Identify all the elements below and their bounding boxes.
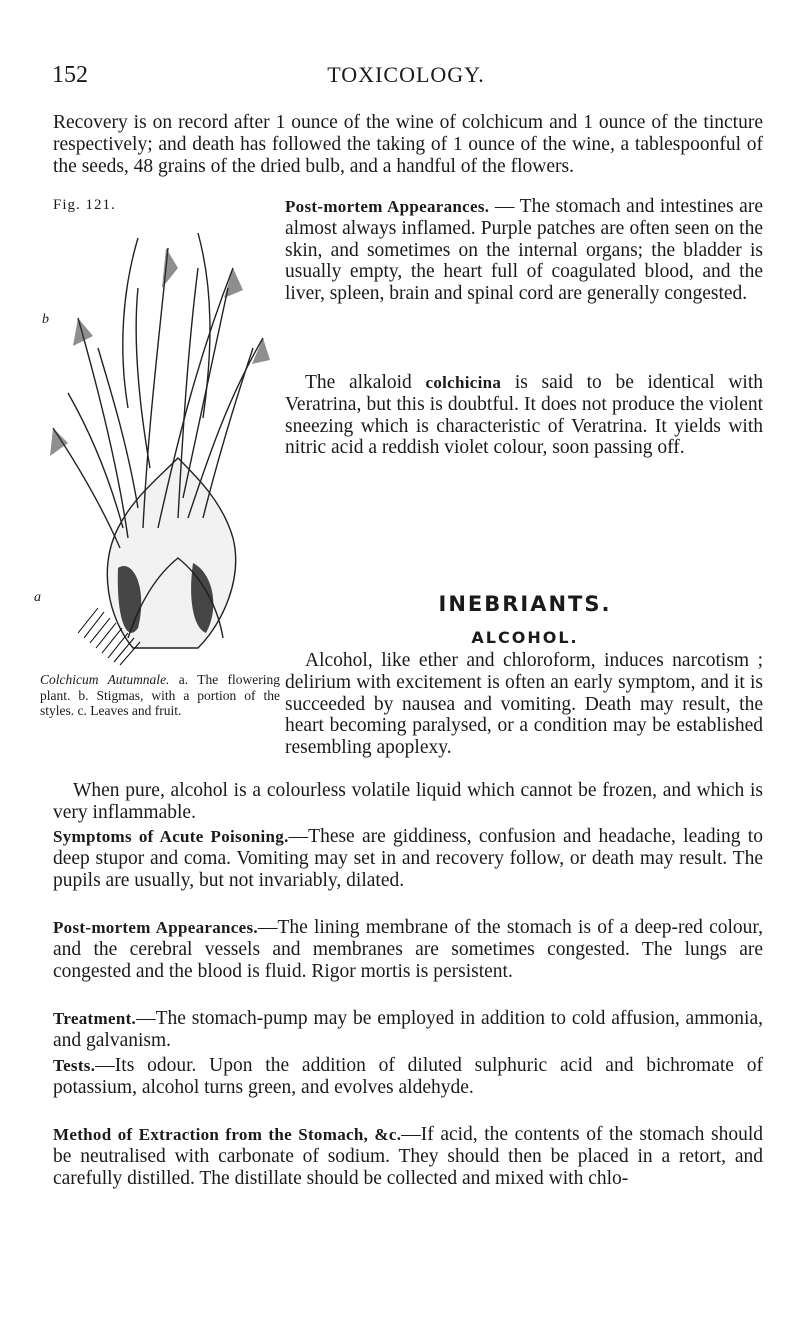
- pure-alcohol-paragraph: When pure, alcohol is a colourless volatile liquid which cannot be frozen, and which is very inflammable.: [53, 780, 763, 823]
- symptoms-heading: Symptoms of Acute Poisoning.: [53, 827, 289, 846]
- treatment-paragraph: [53, 1008, 763, 1052]
- subsection-heading-alcohol: ALCOHOL.: [471, 628, 579, 647]
- intro-paragraph: Recovery is on record after 1 ounce of the wine of colchicum and 1 ounce of the tincture respectively; and death has followed the taking of 1 ounce of the wine, a tablespoonful of the seeds, 48 grains of the dried bulb, and a handful of the flowers.: [53, 112, 763, 177]
- post-mortem-alcohol-paragraph: [53, 917, 763, 982]
- extraction-heading: Method of Extraction from the Stomach, &c.: [53, 1125, 402, 1144]
- running-head: TOXICOLOGY.: [327, 62, 485, 87]
- post-mortem-alcohol-heading: Post-mortem Appearances.: [53, 918, 258, 937]
- post-mortem-colchicum: [285, 196, 763, 305]
- tests-text: —Its odour. Upon the addition of diluted sulphuric acid and bichromate of potassium, alcohol turns green, and evolves aldehyde.: [53, 1055, 763, 1098]
- caption-text: a. The flowering plant. b. Stigmas, with a portion of the styles. c. Leaves and fruit.: [40, 672, 280, 718]
- treatment-heading: Treatment.: [53, 1009, 137, 1028]
- symptoms-paragraph: [53, 826, 763, 891]
- alkaloid-name: colchicina: [425, 373, 502, 392]
- section-heading-inebriants: INEBRIANTS.: [438, 592, 612, 616]
- alkaloid-text-end: is said to be identical with Veratrina, but this is doubtful. It does not produce the violent sneezing which is characteristic of Veratrina. It yields with nitric acid a reddish violet colour, soon passing off.: [285, 372, 763, 459]
- extraction-paragraph: [53, 1124, 763, 1189]
- figure-marker-b: b: [42, 312, 49, 327]
- alkaloid-text-start: The alkaloid: [305, 372, 426, 393]
- symptoms-text: —These are giddiness, confusion and headache, leading to deep stupor and coma. Vomiting may set in and recovery follow, or death may result. The pupils are usually, but not invariably, dilated.: [53, 826, 763, 891]
- figure-marker-a: a: [34, 590, 41, 605]
- post-mortem-colchicum-text: — The stomach and intestines are almost always inflamed. Purple patches are often seen on the skin, and sometimes on the internal organs; the bladder is usually empty, the heart full of coagulated blood, and the liver, spleen, brain and spinal cord are generally congested.: [285, 196, 763, 305]
- tests-paragraph: [53, 1055, 763, 1099]
- tests-heading: Tests.: [53, 1056, 96, 1075]
- figure-label: Fig. 121.: [53, 197, 116, 213]
- figure-caption: [40, 672, 280, 719]
- alcohol-intro: Alcohol, like ether and chloroform, induces narcotism ; delirium with excitement is often an early symptom, and it is succeeded by nausea and vomiting. Death may result, the heart becoming paralysed, or a condition may be established resembling apoplexy.: [285, 650, 763, 759]
- caption-title: Colchicum Autumnale.: [40, 672, 170, 687]
- alkaloid-paragraph: [285, 372, 763, 459]
- colchicum-plant-drawing: [38, 228, 283, 668]
- colchicum-illustration: [34, 228, 283, 668]
- post-mortem-alcohol-text: —The lining membrane of the stomach is of a deep-red colour, and the cerebral vessels and membranes are sometimes congested. The lungs are congested and the blood is fluid. Rigor mortis is persistent.: [53, 917, 763, 982]
- post-mortem-colchicum-heading: Post-mortem Appearances.: [285, 197, 490, 216]
- extraction-text: —If acid, the contents of the stomach should be neutralised with carbonate of sodium. They should then be placed in a retort, and carefully distilled. The distillate should be collected and mixed with chlo-: [53, 1124, 763, 1189]
- page-number: 152: [52, 62, 88, 88]
- page-header: [52, 62, 760, 90]
- treatment-text: —The stomach-pump may be employed in addition to cold affusion, ammonia, and galvanism.: [53, 1008, 763, 1051]
